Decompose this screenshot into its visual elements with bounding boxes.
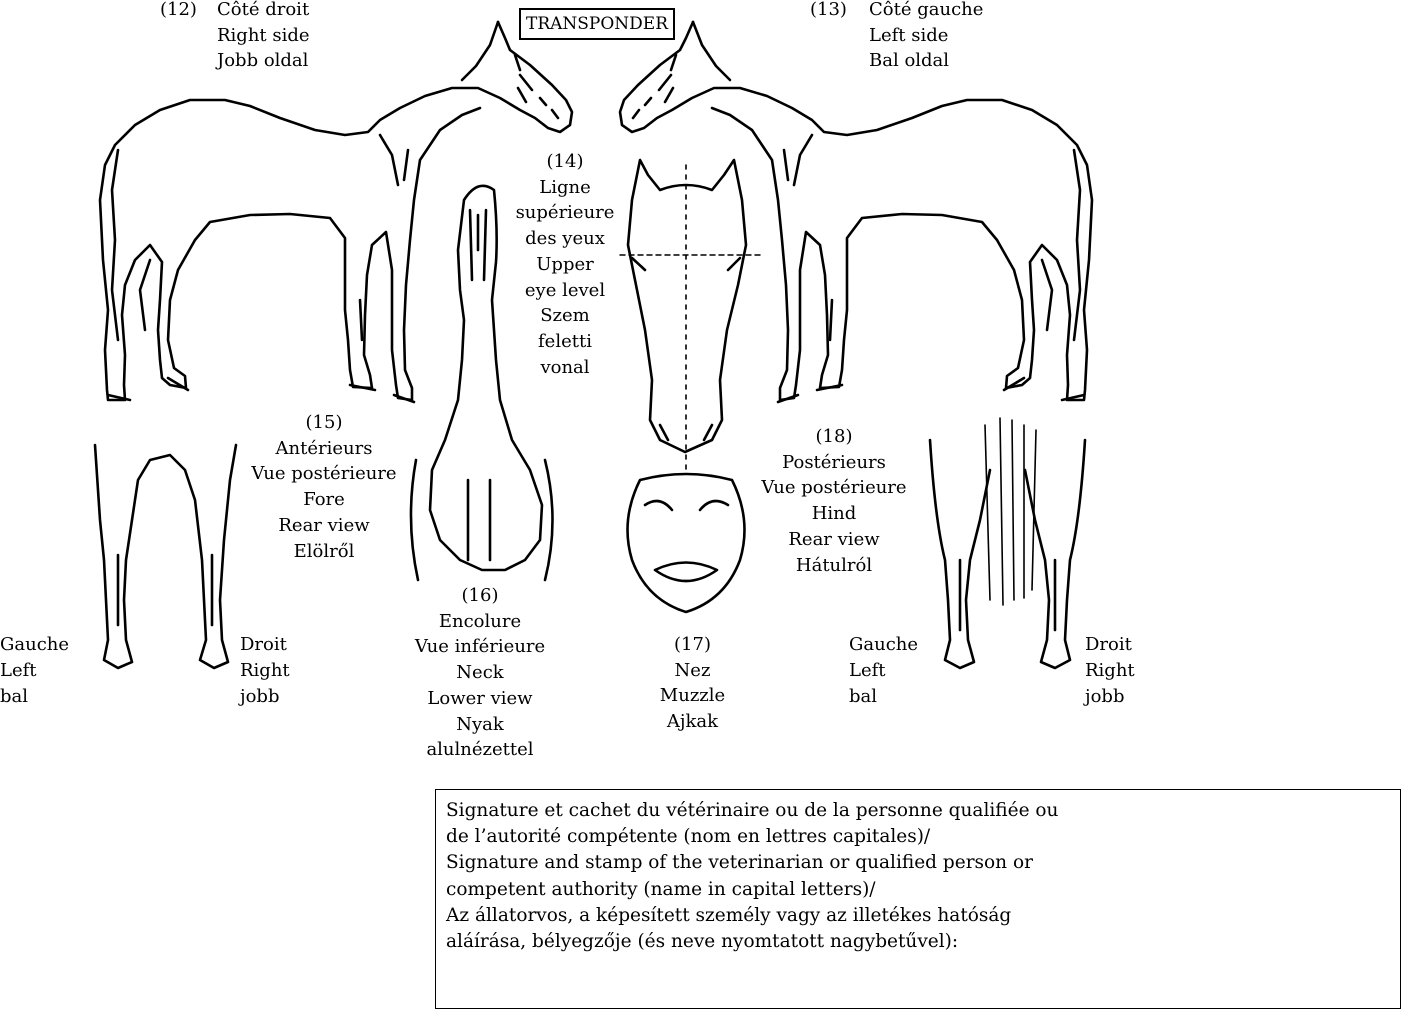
left-side-horse-outline [620, 22, 1092, 402]
signature-box[interactable] [435, 789, 1401, 1009]
fore-right-label: Droit Right jobb [240, 634, 290, 707]
signature-line-en-1: Signature and stamp of the veterinarian or qualified person or [446, 852, 1033, 874]
fore-left-label: Gauche Left bal [0, 634, 70, 707]
signature-line-hu-1: Az állatorvos, a képesített személy vagy az illetékes hatóság [446, 904, 1012, 926]
right-side-label: Côté droit Right side Jobb oldal [217, 0, 310, 72]
neck-label: (16) Encolure Vue inférieure Neck Lower view Nyak alulnézettel [414, 585, 546, 761]
fore-legs-outline [95, 445, 236, 668]
hind-right-label: Droit Right jobb [1085, 634, 1135, 707]
hind-legs-outline [930, 418, 1085, 668]
muzzle-label: (17) Nez Muzzle Ajkak [659, 634, 726, 733]
left-side-number: (13) [810, 0, 847, 20]
head-front-view-outline [620, 160, 760, 475]
signature-line-en-2: competent authority (name in capital letters)/ [446, 878, 876, 900]
eye-level-label: (14) Ligne supérieure des yeux Upper eye level Szem feletti vonal [515, 151, 615, 378]
right-side-number: (12) [160, 0, 197, 20]
muzzle-outline [628, 474, 745, 612]
right-side-horse-outline [100, 22, 572, 402]
fore-label: (15) Antérieurs Vue postérieure Fore Rear view Elölről [251, 412, 397, 562]
signature-line-fr-2: de l’autorité compétente (nom en lettres capitales)/ [446, 826, 931, 848]
left-side-label: Côté gauche Left side Bal oldal [869, 0, 984, 72]
transponder-box: TRANSPONDER [519, 8, 675, 40]
hind-label: (18) Postérieurs Vue postérieure Hind Rear view Hátulról [761, 426, 907, 576]
signature-line-fr-1: Signature et cachet du vétérinaire ou de la personne qualifiée ou [446, 800, 1059, 821]
signature-line-hu-2: aláírása, bélyegzője (és neve nyomtatott nagybetűvel): [446, 931, 959, 953]
hind-left-label: Gauche Left bal [849, 634, 919, 707]
